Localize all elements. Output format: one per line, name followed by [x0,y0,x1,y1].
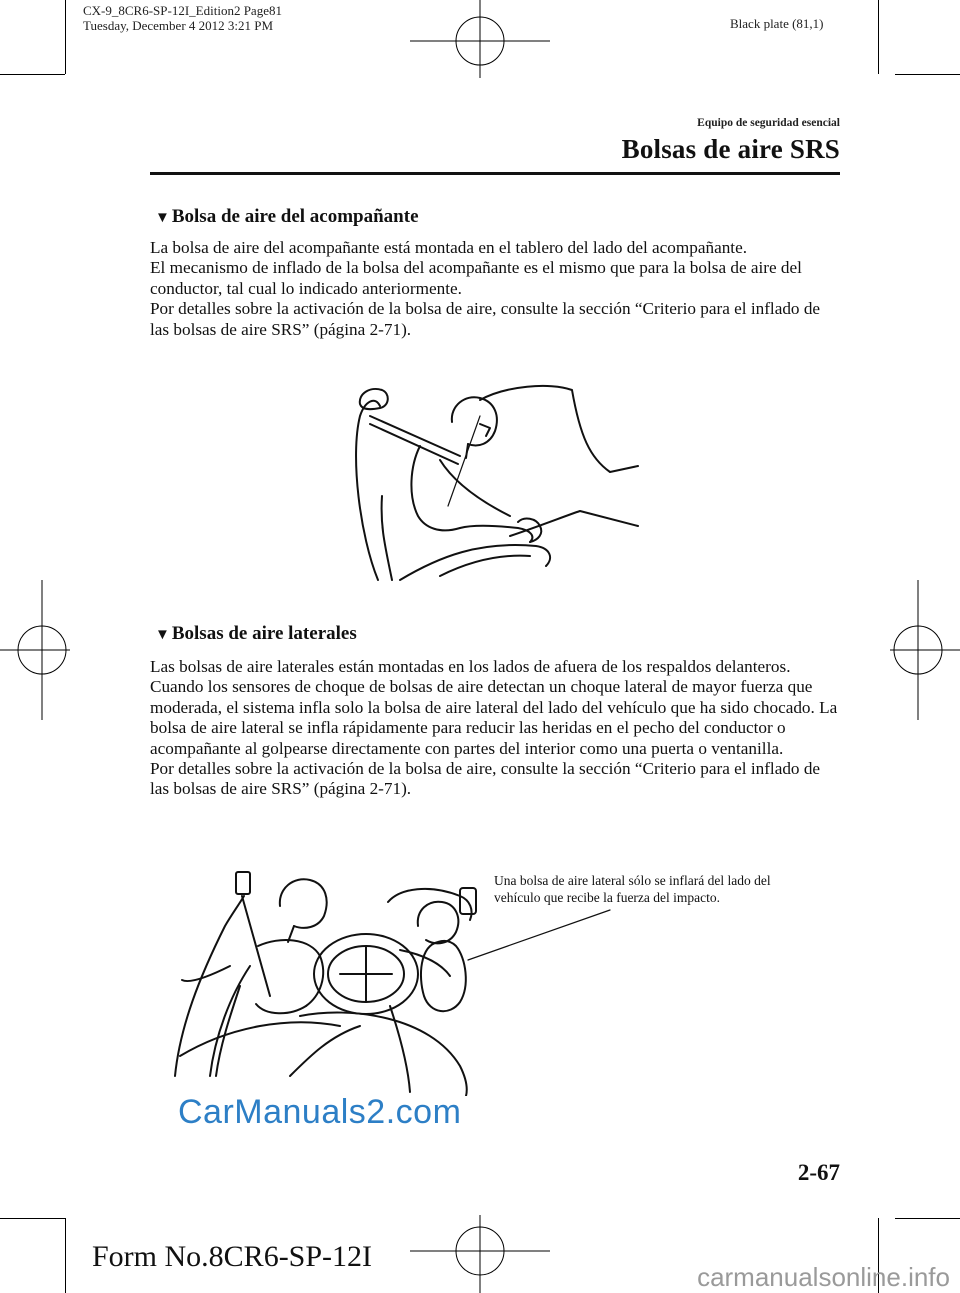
paragraph: Por detalles sobre la activación de la bolsa de aire, consulte la sección “Criterio para el inflado de las bolsas de aire SRS” (página 2-71). [150,299,821,339]
side-airbags-body [150,657,840,800]
heading-text: Bolsa de aire del acompañante [171,206,419,227]
slug-line-2: Tuesday, December 4 2012 3:21 PM [83,18,274,33]
side-airbag-illustration [170,866,620,1096]
registration-target-icon [890,580,960,720]
heading-passenger-airbag [155,206,419,228]
form-number: Form No.8CR6-SP-12I [92,1240,373,1273]
illustration-callout: Una bolsa de aire lateral sólo se inflará del lado del vehículo que recibe la fuerza del impacto. [494,873,771,905]
plate-label: Black plate (81,1) [730,16,824,31]
passenger-airbag-body [150,238,840,340]
registration-target-icon [410,0,550,80]
section-title: Bolsas de aire SRS [621,134,840,164]
print-slug [83,3,282,33]
passenger-airbag-illustration [340,376,640,586]
slug-line-1: CX-9_8CR6-SP-12I_Edition2 Page81 [83,3,282,18]
paragraph: Por detalles sobre la activación de la bolsa de aire, consulte la sección “Criterio para el inflado de las bolsas de aire SRS” (página 2-71). [150,759,821,799]
registration-target-icon [0,580,70,720]
footer-watermark: carmanualsonline.info [697,1262,950,1292]
triangle-down-icon: ▼ [155,210,170,226]
paragraph: El mecanismo de inflado de la bolsa del acompañante es el mismo que para la bolsa de aire del conductor, tal cual lo indicado anteriormente. [150,258,802,298]
heading-side-airbags [155,623,357,645]
section-category: Equipo de seguridad esencial [697,117,840,129]
paragraph: Las bolsas de aire laterales están montadas en los lados de afuera de los respaldos delanteros. [150,657,791,676]
triangle-down-icon: ▼ [155,627,170,643]
heading-text: Bolsas de aire laterales [171,623,357,644]
paragraph: La bolsa de aire del acompañante está montada en el tablero del lado del acompañante. [150,238,747,257]
watermark-logo: CarManuals2.com [178,1093,462,1131]
section-rule [150,172,840,175]
page-number: 2-67 [797,1160,840,1185]
paragraph: Cuando los sensores de choque de bolsas de aire detectan un choque lateral de mayor fuerza que moderada, el sistema infla solo la bolsa de aire lateral del lado del vehículo que ha sido chocado. La bolsa de aire lateral se infla rápidamente para reducir las heridas en el pecho del conductor o acompañante al golpearse directamente con partes del interior como una puerta o ventanilla. [150,677,838,758]
registration-target-icon [410,1215,550,1293]
